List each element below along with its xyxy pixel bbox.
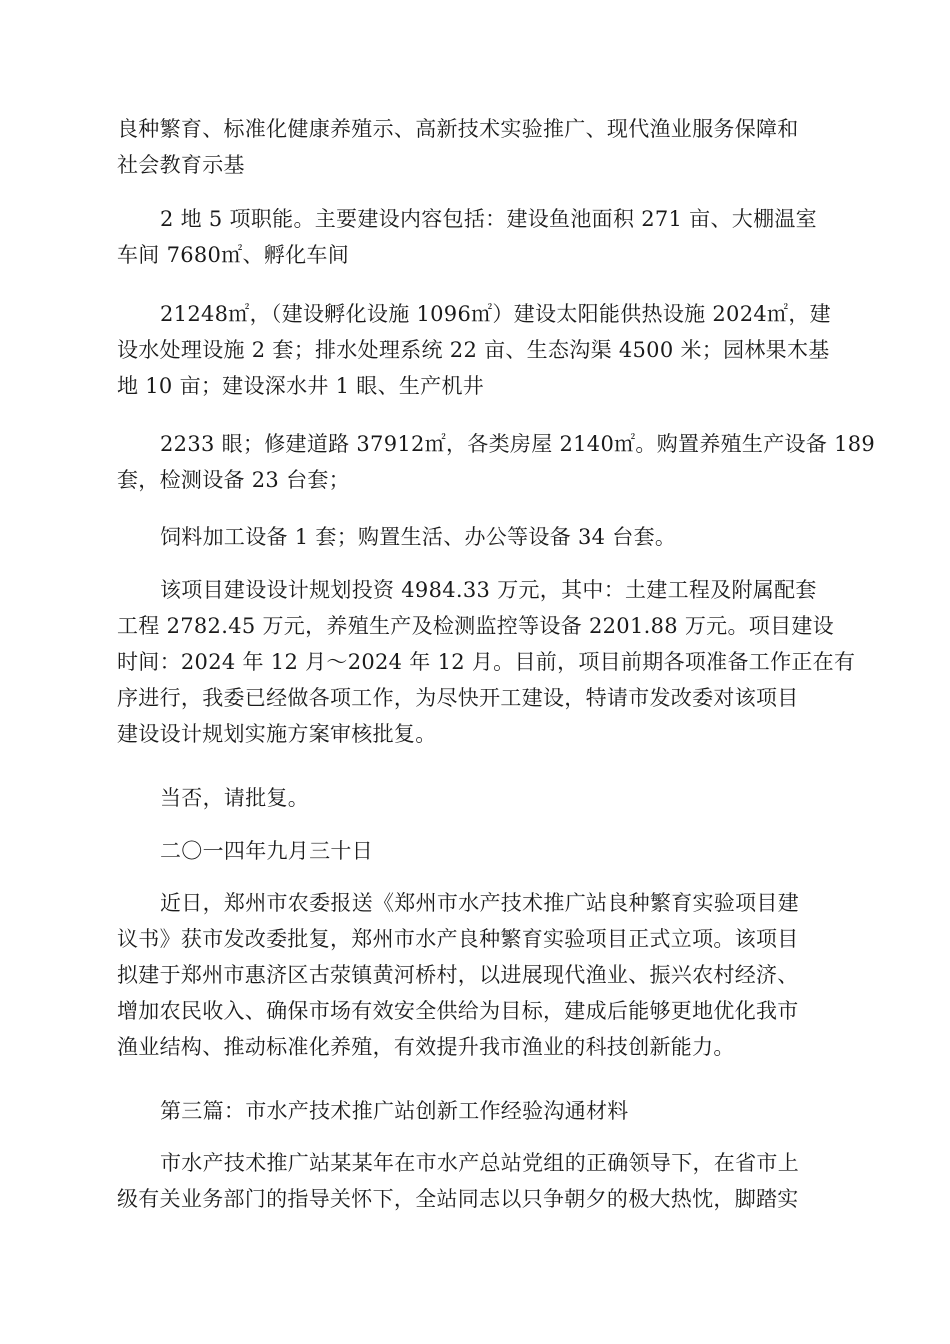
paragraph-3 (117, 296, 829, 404)
text-line: 2233 眼；修建道路 37912㎡，各类房屋 2140㎡。购置养殖生产设备 189 (160, 432, 876, 456)
text-line: 近日，郑州市农委报送《郑州市水产技术推广站良种繁育实验项目建 (160, 891, 799, 915)
date-line (117, 833, 829, 869)
text-line: 21248㎡，（建设孵化设施 1096㎡）建设太阳能供热设施 2024㎡，建 (160, 302, 831, 326)
text-line: 议书》获市发改委批复，郑州市水产良种繁育实验项目正式立项。该项目 (117, 927, 799, 951)
text-line: 渔业结构、推动标准化养殖，有效提升我市渔业的科技创新能力。 (117, 1035, 735, 1059)
text-line: 套，检测设备 23 台套； (117, 468, 350, 492)
text-line: 当否，请批复。 (160, 786, 310, 810)
text-line: 增加农民收入、确保市场有效安全供给为目标，建成后能够更地优化我市 (117, 999, 799, 1023)
paragraph-1 (117, 111, 829, 183)
text-line: 建设设计规划实施方案审核批复。 (117, 722, 437, 746)
paragraph-7 (117, 780, 829, 816)
text-line: 市水产技术推广站某某年在市水产总站党组的正确领导下，在省市上 (160, 1151, 799, 1175)
section-heading (117, 1093, 829, 1129)
paragraph-9 (117, 885, 829, 1065)
paragraph-4 (117, 426, 876, 498)
text-line: 序进行，我委已经做各项工作，为尽快开工建设，特请市发改委对该项目 (117, 686, 799, 710)
paragraph-11 (117, 1145, 829, 1217)
text-line: 2 地 5 项职能。主要建设内容包括：建设鱼池面积 271 亩、大棚温室 (160, 207, 817, 231)
text-line: 设水处理设施 2 套；排水处理系统 22 亩、生态沟渠 4500 米；园林果木基 (117, 338, 830, 362)
paragraph-2 (117, 201, 829, 273)
text-line: 车间 7680㎡、孵化车间 (117, 243, 350, 267)
text-line: 地 10 亩；建设深水井 1 眼、生产机井 (117, 374, 485, 398)
paragraph-5 (117, 519, 829, 555)
text-line: 二〇一四年九月三十日 (160, 839, 373, 863)
paragraph-6 (117, 572, 856, 752)
text-line: 饲料加工设备 1 套；购置生活、办公等设备 34 台套。 (160, 525, 677, 549)
text-line: 工程 2782.45 万元，养殖生产及检测监控等设备 2201.88 万元。项目建设 (117, 614, 834, 638)
text-line: 第三篇：市水产技术推广站创新工作经验沟通材料 (160, 1099, 629, 1123)
text-line: 级有关业务部门的指导关怀下，全站同志以只争朝夕的极大热忱，脚踏实 (117, 1187, 799, 1211)
text-line: 该项目建设设计规划投资 4984.33 万元，其中：土建工程及附属配套 (160, 578, 817, 602)
text-line: 社会教育示基 (117, 153, 245, 177)
text-line: 拟建于郑州市惠济区古荥镇黄河桥村，以进展现代渔业、振兴农村经济、 (117, 963, 799, 987)
text-line: 时间：2024 年 12 月～2024 年 12 月。目前，项目前期各项准备工作正在有 (117, 650, 856, 674)
text-line: 良种繁育、标准化健康养殖示、高新技术实验推广、现代渔业服务保障和 (117, 117, 799, 141)
